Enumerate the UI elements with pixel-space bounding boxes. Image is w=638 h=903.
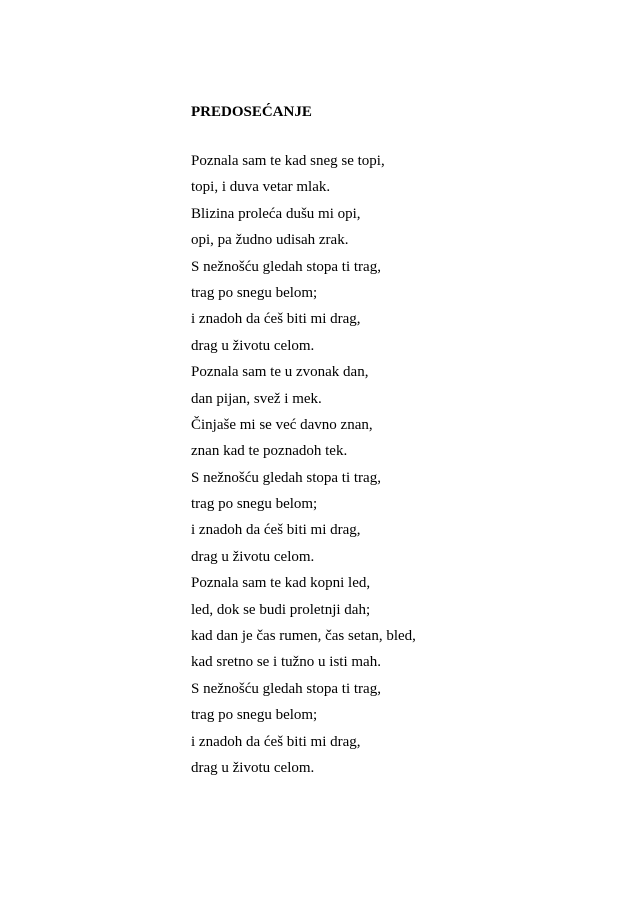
poem-line: topi, i duva vetar mlak. xyxy=(191,179,331,196)
poem-line: Blizina proleća dušu mi opi, xyxy=(191,205,361,222)
poem-line: Poznala sam te kad sneg se topi, xyxy=(191,153,385,169)
poem-line: trag po snegu belom; xyxy=(191,707,318,724)
poem-line: trag po snegu belom; xyxy=(191,496,318,513)
poem-line: znan kad te poznadoh tek. xyxy=(191,443,348,460)
poem-title: PREDOSEĆANJE xyxy=(191,104,312,120)
poem-line: Činjaše mi se već davno znan, xyxy=(191,416,373,433)
poem-line: led, dok se budi proletnji dah; xyxy=(191,601,371,618)
poem-line: drag u životu celom. xyxy=(191,759,315,776)
poem-line: drag u životu celom. xyxy=(191,337,315,354)
poem-line: i znadoh da ćeš biti mi drag, xyxy=(191,311,361,328)
poem-line: S nežnošću gledah stopa ti trag, xyxy=(191,469,381,486)
poem-line: i znadoh da ćeš biti mi drag, xyxy=(191,733,361,750)
poem-line: dan pijan, svež i mek. xyxy=(191,390,322,407)
poem-line: Poznala sam te kad kopni led, xyxy=(191,575,371,592)
poem-line: S nežnošću gledah stopa ti trag, xyxy=(191,680,381,697)
poem-line: trag po snegu belom; xyxy=(191,284,318,301)
poem-line: S nežnošću gledah stopa ti trag, xyxy=(191,258,381,275)
poem-line: kad sretno se i tužno u isti mah. xyxy=(191,654,381,671)
poem-line: opi, pa žudno udisah zrak. xyxy=(191,232,349,249)
poem-line: Poznala sam te u zvonak dan, xyxy=(191,364,369,381)
poem-line: kad dan je čas rumen, čas setan, bled, xyxy=(191,628,416,645)
poem-body xyxy=(191,148,416,781)
poem-line: drag u životu celom. xyxy=(191,548,315,565)
poem-line: i znadoh da ćeš biti mi drag, xyxy=(191,522,361,539)
